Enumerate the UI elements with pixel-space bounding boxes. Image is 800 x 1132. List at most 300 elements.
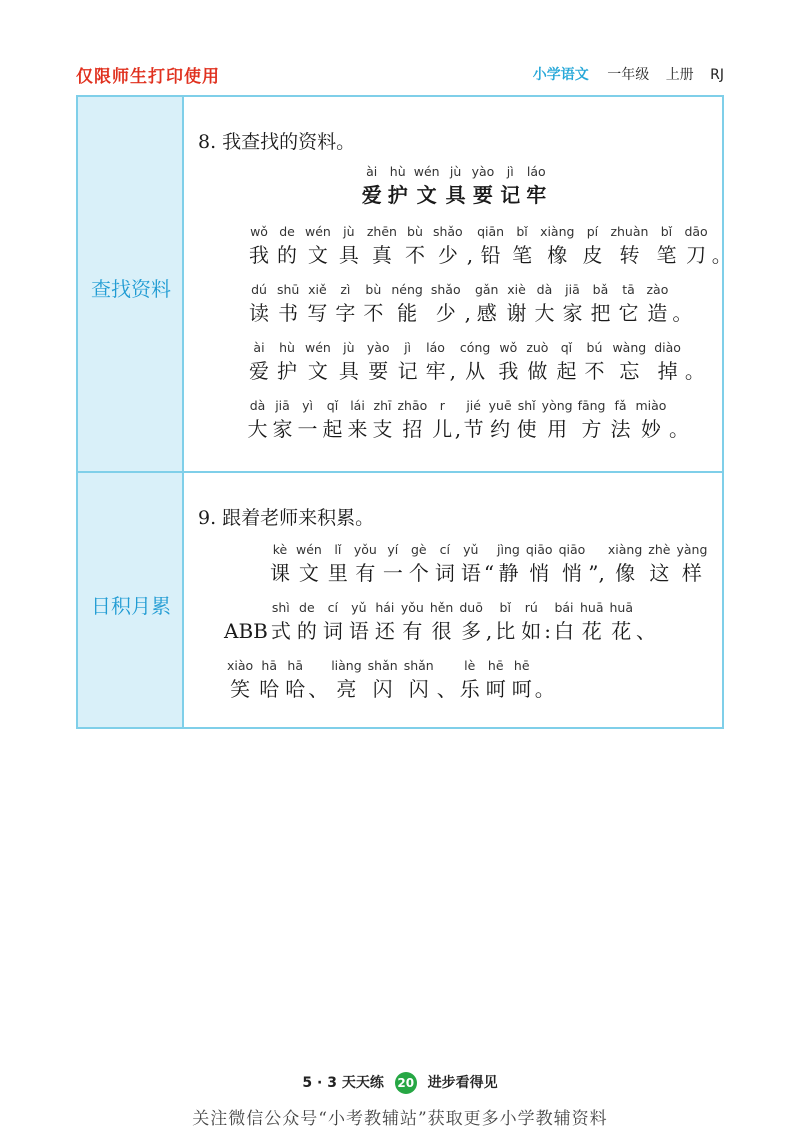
hanzi: 不 (584, 359, 605, 383)
ruby-syllable (431, 281, 461, 327)
pinyin: qiāo (525, 542, 553, 557)
pinyin (224, 599, 268, 617)
ruby-syllable (648, 541, 670, 587)
ruby-syllable (512, 657, 532, 703)
pinyin: jì (506, 164, 514, 179)
ruby-syllable (367, 339, 390, 385)
hanzi: 橡 (547, 243, 568, 267)
ruby-syllable (432, 397, 452, 443)
ruby-syllable (542, 397, 573, 443)
pinyin: wén (305, 340, 331, 355)
passage-line (224, 599, 656, 645)
punctuation (636, 599, 656, 645)
hanzi: 文 (307, 359, 328, 383)
hanzi: 用 (547, 417, 568, 441)
pinyin: bǐ (499, 600, 511, 615)
hanzi: 不 (404, 243, 425, 267)
ruby-syllable (580, 599, 604, 645)
page-footer (0, 1072, 800, 1094)
poem-title-ruby (359, 163, 550, 209)
pinyin: qǐ (326, 398, 339, 413)
pinyin: wǒ (499, 340, 518, 355)
hanzi: 多 (461, 619, 482, 643)
hanzi: 哈 (285, 677, 306, 701)
section-label-accumulate: 日积月累 (91, 594, 171, 618)
pinyin: huā (609, 600, 634, 615)
pinyin (712, 223, 732, 241)
hanzi: 少 (435, 301, 456, 325)
ruby-syllable (277, 281, 299, 327)
pinyin (544, 599, 551, 617)
punctuation (465, 281, 471, 327)
ruby-syllable (656, 223, 676, 269)
punctuation (544, 599, 551, 645)
pinyin: zhēn (366, 224, 397, 239)
hanzi: 具 (338, 359, 359, 383)
pinyin: qiān (477, 224, 505, 239)
ruby-syllable (582, 223, 602, 269)
question-8-title: 8. 我查找的资料。 (198, 131, 356, 153)
pinyin: hěn (429, 600, 454, 615)
pinyin: dà (536, 282, 553, 297)
ruby-syllable (383, 541, 403, 587)
ruby-syllable (554, 599, 574, 645)
ruby-syllable (526, 163, 546, 209)
hanzi: 笔 (656, 243, 677, 267)
ruby-syllable (307, 281, 327, 327)
punctuation (450, 339, 456, 385)
ruby-syllable (526, 339, 548, 385)
ruby-syllable (584, 339, 604, 385)
ruby-syllable (348, 397, 368, 443)
ruby-syllable (590, 281, 610, 327)
pinyin (467, 223, 473, 241)
hanzi: 护 (277, 359, 297, 383)
ruby-syllable (375, 599, 395, 645)
hanzi: 招 (402, 417, 423, 441)
hanzi: 来 (347, 417, 368, 441)
pinyin: cí (327, 600, 339, 615)
ruby-syllable (475, 281, 499, 327)
pinyin: hē (487, 658, 504, 673)
pinyin: shǎo (432, 224, 463, 239)
ruby-syllable (486, 657, 506, 703)
pinyin (437, 657, 457, 675)
hanzi: 爱 (249, 359, 269, 383)
punctuation-mark: , (485, 619, 493, 643)
pinyin (535, 657, 555, 675)
ruby-syllable (285, 657, 305, 703)
pinyin (308, 657, 328, 675)
punctuation-mark: 、 (636, 619, 657, 643)
ruby-syllable (249, 281, 269, 327)
ruby-syllable (472, 163, 495, 209)
watermark-text: 关注微信公众号“小考教辅站”获取更多小学教辅资料 (192, 1109, 608, 1129)
hanzi: 节 (463, 417, 484, 441)
hanzi: 约 (490, 417, 511, 441)
punctuation-mark: , (466, 243, 474, 267)
punctuation (712, 223, 732, 269)
pinyin (450, 339, 456, 357)
pinyin: dú (251, 282, 267, 297)
pinyin: shū (277, 282, 300, 297)
page-number: 20 (395, 1072, 417, 1094)
ruby-syllable (409, 541, 429, 587)
ruby-syllable (676, 541, 707, 587)
hanzi: 记 (500, 183, 521, 207)
punctuation-mark: , (449, 359, 456, 383)
ruby-syllable (323, 599, 343, 645)
hanzi: 的 (277, 243, 297, 267)
hanzi: 文 (307, 243, 328, 267)
hanzi: 笑 (230, 677, 251, 701)
hanzi: 像 (615, 561, 636, 585)
pinyin: jì (404, 340, 412, 355)
hanzi: 不 (363, 301, 384, 325)
ruby-syllable (430, 599, 454, 645)
pinyin: de (279, 224, 295, 239)
hanzi: 牢 (526, 183, 547, 207)
hanzi: 谢 (506, 301, 527, 325)
subject-label: 小学语文 (532, 67, 589, 83)
pinyin: hē (513, 658, 530, 673)
hanzi: 有 (355, 561, 376, 585)
pinyin: néng (391, 282, 423, 297)
hanzi: 课 (270, 561, 290, 585)
pinyin: láo (526, 164, 546, 179)
punctuation-mark: 。 (668, 417, 689, 441)
hanzi: 文 (298, 561, 319, 585)
pinyin: bù (407, 224, 423, 239)
pinyin: bǐ (660, 224, 673, 239)
pinyin: ài (253, 340, 265, 355)
print-restriction-note: 仅限师生打印使用 (76, 67, 220, 87)
punctuation-mark: 、 (436, 677, 457, 701)
pinyin: hā (261, 658, 277, 673)
pinyin (636, 599, 656, 617)
ruby-syllable (654, 339, 681, 385)
pinyin: jié (466, 398, 481, 413)
hanzi: 一 (382, 561, 403, 585)
poem-line (245, 281, 692, 327)
ruby-syllable (349, 599, 369, 645)
hanzi: 儿 (432, 417, 453, 441)
punctuation (486, 599, 492, 645)
ruby-syllable (636, 397, 667, 443)
ruby-syllable (556, 339, 576, 385)
pinyin: shì (271, 600, 290, 615)
ruby-syllable (277, 339, 297, 385)
pinyin: yǔ (351, 600, 367, 615)
pinyin: yàng (676, 542, 708, 557)
ruby-syllable (328, 541, 348, 587)
pinyin: huā (579, 600, 604, 615)
ruby-syllable (363, 281, 383, 327)
pinyin: yuē (488, 398, 512, 413)
hanzi: 花 (611, 619, 632, 643)
hanzi: 式 (270, 619, 291, 643)
hanzi: 少 (437, 243, 458, 267)
punctuation-mark: 。 (684, 359, 705, 383)
ruby-syllable (578, 397, 606, 443)
ruby-syllable (296, 541, 322, 587)
pinyin: zào (646, 282, 669, 297)
hanzi: 方 (581, 417, 602, 441)
pinyin: zì (340, 282, 351, 297)
ruby-syllable (398, 397, 428, 443)
edition-label: RJ (710, 67, 724, 83)
hanzi: 有 (402, 619, 423, 643)
pinyin: jìng (497, 542, 520, 557)
poem-line (245, 339, 705, 385)
pinyin: yǒu (353, 542, 377, 557)
pinyin: rú (524, 600, 538, 615)
hanzi: 花 (581, 619, 602, 643)
pinyin: yí (387, 542, 399, 557)
pinyin: jù (343, 340, 355, 355)
punctuation-mark: ABB (224, 619, 268, 643)
volume-label: 上册 (665, 67, 694, 83)
pinyin (455, 397, 461, 415)
pinyin (588, 541, 605, 559)
ruby-syllable (461, 541, 481, 587)
hanzi: 亮 (336, 677, 357, 701)
ruby-syllable (339, 223, 359, 269)
ruby-syllable (610, 599, 634, 645)
pinyin: zhāo (397, 398, 428, 413)
hanzi: 铅 (480, 243, 501, 267)
punctuation-mark: 、 (308, 677, 329, 701)
hanzi: 一 (297, 417, 318, 441)
pinyin: r (439, 398, 445, 413)
ruby-syllable (495, 599, 515, 645)
hanzi: 我 (498, 359, 519, 383)
hanzi: 做 (527, 359, 548, 383)
hanzi: 起 (322, 417, 343, 441)
pinyin: hái (375, 600, 395, 615)
hanzi: 家 (562, 301, 583, 325)
pinyin: xiè (507, 282, 526, 297)
ruby-syllable (323, 397, 343, 443)
poem-title (184, 163, 724, 209)
ruby-syllable (426, 339, 446, 385)
pinyin: yòng (541, 398, 573, 413)
pinyin: yào (471, 164, 495, 179)
hanzi: 大 (247, 417, 268, 441)
pinyin: kè (272, 542, 288, 557)
pinyin: cóng (459, 340, 491, 355)
ruby-syllable (477, 223, 504, 269)
pinyin: wén (413, 164, 440, 179)
hanzi: 大 (534, 301, 555, 325)
hanzi: 样 (681, 561, 702, 585)
pinyin: gǎn (474, 282, 499, 297)
pinyin: zhè (648, 542, 671, 557)
hanzi: 比 (495, 619, 516, 643)
hanzi: 呵 (511, 677, 532, 701)
pinyin: de (299, 600, 315, 615)
ruby-syllable (460, 657, 480, 703)
ruby-syllable (646, 281, 668, 327)
punctuation-mark: ”, (588, 561, 605, 585)
hanzi: 闪 (372, 677, 393, 701)
ruby-syllable (521, 599, 541, 645)
pinyin: hā (287, 658, 303, 673)
ruby-syllable (388, 163, 408, 209)
ruby-syllable (249, 339, 269, 385)
hanzi: 牢 (425, 359, 446, 383)
ruby-syllable (526, 541, 553, 587)
ruby-syllable (271, 599, 291, 645)
ruby-syllable (277, 223, 297, 269)
hanzi: 皮 (582, 243, 603, 267)
ruby-syllable (248, 397, 268, 443)
ruby-syllable (270, 541, 290, 587)
hanzi: 悄 (561, 561, 582, 585)
pinyin: xiàng (540, 224, 575, 239)
ruby-syllable (610, 223, 648, 269)
pinyin: tā (622, 282, 635, 297)
pinyin: bǎ (592, 282, 609, 297)
hanzi: 从 (465, 359, 486, 383)
pinyin: jiā (275, 398, 290, 413)
pinyin: liàng (331, 658, 362, 673)
hanzi: 很 (431, 619, 452, 643)
hanzi: 使 (516, 417, 537, 441)
pinyin: jù (343, 224, 355, 239)
hanzi: 书 (278, 301, 299, 325)
pinyin: wén (296, 542, 322, 557)
pinyin: bái (554, 600, 574, 615)
ruby-syllable (489, 397, 512, 443)
hanzi: 语 (348, 619, 369, 643)
hanzi: 我 (249, 243, 269, 267)
exercise-table (76, 95, 732, 729)
pinyin: fǎ (614, 398, 627, 413)
pinyin: jiā (565, 282, 580, 297)
ruby-syllable (305, 223, 331, 269)
hanzi: 护 (387, 183, 408, 207)
hanzi: 家 (272, 417, 293, 441)
pinyin: hù (389, 164, 406, 179)
ruby-syllable (498, 339, 518, 385)
pinyin: dà (249, 398, 266, 413)
pinyin: bǐ (516, 224, 528, 239)
punctuation-mark: 。 (672, 301, 693, 325)
ruby-syllable (612, 339, 646, 385)
pinyin: bù (365, 282, 382, 297)
ruby-syllable (368, 657, 398, 703)
ruby-syllable (273, 397, 293, 443)
hanzi: 把 (590, 301, 611, 325)
pinyin: wǒ (250, 224, 268, 239)
hanzi: 词 (434, 561, 455, 585)
ruby-syllable (608, 541, 642, 587)
hanzi: 闪 (408, 677, 429, 701)
ruby-syllable (404, 657, 434, 703)
ruby-syllable (460, 339, 490, 385)
ruby-syllable (517, 397, 537, 443)
grade-label: 一年级 (607, 67, 650, 83)
hanzi: 要 (368, 359, 389, 383)
section-label-column (78, 97, 184, 727)
punctuation (437, 657, 457, 703)
punctuation (588, 541, 605, 587)
pinyin: gè (411, 542, 427, 557)
hanzi: 爱 (361, 183, 382, 207)
ruby-syllable (559, 541, 586, 587)
hanzi: 刀 (686, 243, 707, 267)
ruby-syllable (540, 223, 574, 269)
pinyin: miào (635, 398, 667, 413)
pinyin: cí (439, 542, 450, 557)
question-9-title: 9. 跟着老师来积累。 (198, 507, 375, 529)
pinyin: hù (279, 340, 295, 355)
pinyin: shǎn (403, 658, 434, 673)
punctuation (669, 397, 689, 443)
hanzi: 真 (371, 243, 392, 267)
punctuation (535, 657, 555, 703)
pinyin: xiàng (607, 542, 643, 557)
pinyin: xiào (227, 658, 254, 673)
ruby-syllable (414, 163, 440, 209)
punctuation-mark: , (454, 417, 462, 441)
hanzi: 还 (374, 619, 395, 643)
ruby-syllable (433, 223, 463, 269)
hanzi: 悄 (529, 561, 550, 585)
pinyin: qiāo (558, 542, 586, 557)
ruby-syllable (354, 541, 377, 587)
hanzi: 白 (553, 619, 574, 643)
hanzi: 妙 (640, 417, 661, 441)
poem-line (245, 397, 689, 443)
hanzi: 如 (521, 619, 542, 643)
ruby-syllable (611, 397, 631, 443)
pinyin: wén (305, 224, 331, 239)
ruby-syllable (562, 281, 582, 327)
pinyin: shǎn (367, 658, 398, 673)
pinyin (484, 541, 494, 559)
pinyin: duō (459, 600, 483, 615)
hanzi: 法 (610, 417, 631, 441)
hanzi: 记 (397, 359, 418, 383)
ruby-syllable (398, 339, 418, 385)
ruby-syllable (401, 599, 424, 645)
pinyin: shǎo (430, 282, 461, 297)
hanzi: 哈 (259, 677, 280, 701)
punctuation (224, 599, 268, 645)
hanzi: 静 (498, 561, 519, 585)
hanzi: 文 (416, 183, 437, 207)
punctuation (455, 397, 461, 443)
hanzi: 转 (619, 243, 640, 267)
punctuation (672, 281, 692, 327)
hanzi: 忘 (619, 359, 640, 383)
pinyin: dāo (684, 224, 708, 239)
ruby-syllable (506, 281, 526, 327)
pinyin (669, 397, 689, 415)
punctuation (484, 541, 494, 587)
pinyin: pí (586, 224, 599, 239)
series-name: 5 · 3 天天练 (302, 1075, 384, 1091)
ruby-syllable (618, 281, 638, 327)
punctuation (308, 657, 328, 703)
pinyin: yǔ (463, 542, 479, 557)
ruby-syllable (339, 339, 359, 385)
punctuation (685, 339, 705, 385)
pinyin (465, 281, 471, 299)
pinyin: ài (366, 164, 378, 179)
